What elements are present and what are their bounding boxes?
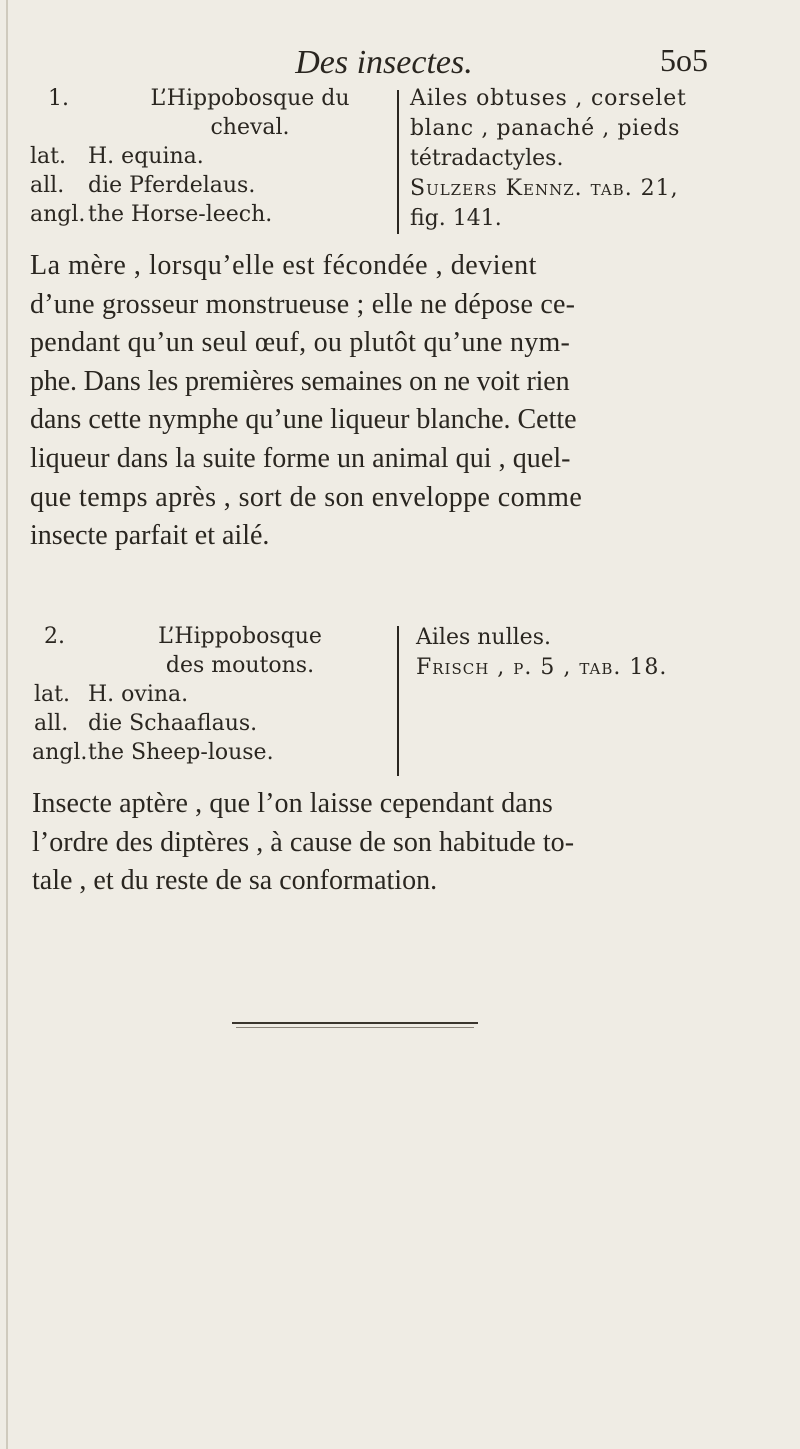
entry-name-line: L’Hippobosque du <box>150 86 350 111</box>
paragraph-1 <box>30 247 582 556</box>
paragraph-line: d’une grosseur monstrueuse ; elle ne dépose ce- <box>30 288 576 320</box>
synonym-value: die Schaaflaus. <box>88 711 258 736</box>
synonym-value: the Sheep-louse. <box>88 740 274 765</box>
description-line: Ailes nulles. <box>416 625 551 650</box>
synonym-value: die Pferdelaus. <box>88 173 256 198</box>
column-divider <box>397 626 399 776</box>
description-line: Frisch , p. 5 , tab. 18. <box>416 655 668 680</box>
paragraph-2 <box>32 785 574 901</box>
running-title: Des insectes. <box>295 44 473 81</box>
synonym-label: lat. <box>30 144 66 169</box>
entry-name-line: L’Hippobosque <box>158 624 322 649</box>
synonym-label: all. <box>30 173 65 198</box>
description-line: fig. 141. <box>410 206 502 231</box>
paragraph-line: tale , et du reste de sa conformation. <box>32 865 438 897</box>
description-line: Ailes obtuses , corselet <box>410 86 687 111</box>
paragraph-line: dans cette nymphe qu’une liqueur blanche. Cette <box>30 404 577 436</box>
entry-2 <box>30 622 410 772</box>
end-rule-shadow <box>236 1027 474 1028</box>
synonym-label: angl. <box>32 740 88 765</box>
paragraph-line: l’ordre des diptères , à cause de son habitude to- <box>32 826 575 858</box>
description-line: tétradactyles. <box>410 146 564 171</box>
synonym-value: H. equina. <box>88 144 204 169</box>
page-number: 5o5 <box>660 42 708 78</box>
entry-name-line: des moutons. <box>165 653 315 678</box>
entry-1-description <box>410 84 780 234</box>
synonym-label: angl. <box>30 202 86 227</box>
paragraph-line: que temps après , sort de son enveloppe comme <box>30 481 583 513</box>
synonym-label: lat. <box>34 682 70 707</box>
paragraph-line: insecte parfait et ailé. <box>30 520 270 552</box>
paragraph-line: pendant qu’un seul œuf, ou plutôt qu’une nym- <box>30 327 571 359</box>
description-line: blanc , panaché , pieds <box>410 116 680 141</box>
synonym-value: H. ovina. <box>88 682 189 707</box>
column-divider <box>397 90 399 234</box>
entry-2-description <box>416 623 786 683</box>
entry-1 <box>30 84 410 234</box>
synonym-value: the Horse-leech. <box>88 202 273 227</box>
entry-number: 2. <box>44 624 65 649</box>
description-line: Sulzers Kennz. tab. 21, <box>410 176 679 201</box>
paragraph-line: Insecte aptère , que l’on laisse cependant dans <box>32 788 553 819</box>
end-rule <box>232 1022 478 1024</box>
paragraph-line: liqueur dans la suite forme un animal qui , quel- <box>30 442 571 474</box>
entry-name-line: cheval. <box>210 115 290 140</box>
paragraph-line: La mère , lorsqu’elle est fécondée , devient <box>30 250 537 281</box>
paragraph-line: phe. Dans les premières semaines on ne voit rien <box>30 365 570 397</box>
synonym-label: all. <box>34 711 69 736</box>
page-edge <box>6 0 8 1449</box>
entry-number: 1. <box>48 86 69 111</box>
